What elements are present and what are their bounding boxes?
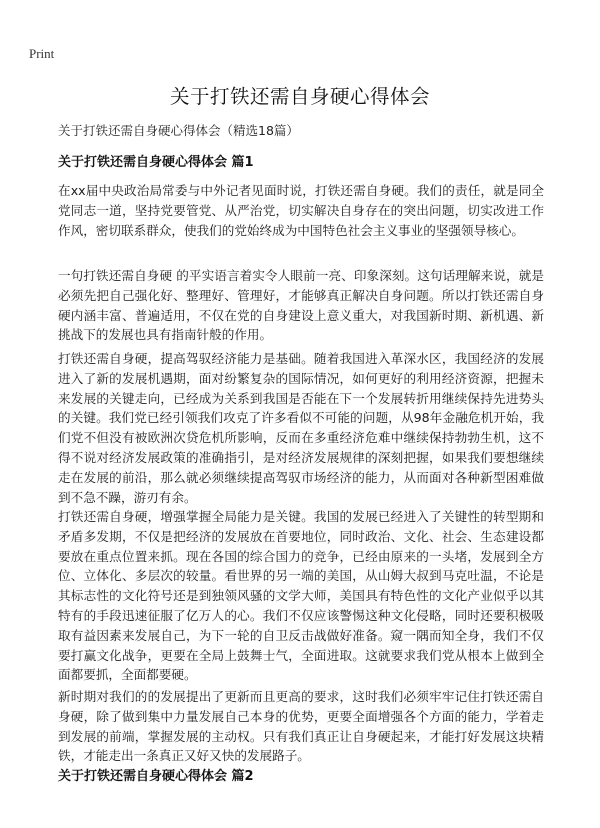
document-title: 关于打铁还需自身硬心得体会 [169, 85, 430, 108]
section-heading-1: 关于打铁还需自身硬心得体会 篇1 [58, 155, 254, 170]
document-subtitle: 关于打铁还需自身硬心得体会（精选18篇） [58, 123, 299, 138]
print-link[interactable]: Print [29, 46, 55, 61]
paragraph-5: 新时期对我们的的发展提出了更新而且更高的要求，这时我们必须牢牢记住打铁还需自身硬，除了做到集中力量发展自己本身的优势，更要全面增强各个方面的能力，学着走到发展的前端，掌握发展的主动权。只有我们真正让自身硬起来，才能打好发展这块精铁，才能走出一条真正又好又快的发展路子。 [58, 689, 544, 764]
paragraph-3: 打铁还需自身硬，提高驾驭经济能力是基础。随着我国进入革深水区，我国经济的发展进入了新的发展机遇期，面对纷繁复杂的国际情况，如何更好的利用经济资源，把握未来发展的关键走向，已经成为关系到我国是否能在下一个发展转折用继续保持先进势头的关键。我们党已经引领我们攻克了许多看似不可能的问题，从98年金融危机开始，我们党不但没有被欧洲次贷危机所影响，反而在多重经济危难中继续保持勃勃生机，这不得不说对经济发展政策的准确指引，是对经济发展规律的深刻把握，如果我们要想继续走在发展的前沿，那么就必须继续提高驾驭市场经济的能力，从而面对各种新型困难做到不急不躁，游刃有余。 [58, 351, 544, 505]
paragraph-1: 在xx届中央政治局常委与中外记者见面时说，打铁还需自身硬。我们的责任，就是同全党同志一道，坚持党要管党、从严治党，切实解决自身存在的突出问题，切实改进工作作风，密切联系群众，使我们的党始终成为中国特色社会主义事业的坚强领导核心。 [58, 183, 544, 238]
paragraph-2: 一句打铁还需自身硬 的平实语言着实令人眼前一亮、印象深刻。这句话理解来说，就是必须先把自己强化好、整理好、管理好，才能够真正解决自身问题。所以打铁还需自身硬内涵丰富、普遍适用，不仅在党的自身建设上意义重大，对我国新时期、新机遇、新挑战下的发展也具有指南针般的作用。 [58, 268, 544, 343]
section-heading-2: 关于打铁还需自身硬心得体会 篇2 [58, 769, 254, 784]
paragraph-4: 打铁还需自身硬，增强掌握全局能力是关键。我国的发展已经进入了关键性的转型期和矛盾多发期，不仅是把经济的发展放在首要地位，同时政治、文化、社会、生态建设都要放在重点位置来抓。现在各国的综合国力的竞争，已经由原来的一头堵，发展到全方位、立体化、多层次的较量。看世界的另一端的美国，从山姆大叔到马克吐温，不论是其标志性的文化符号还是到独领风骚的文学大师，美国具有特色性的文化产业似乎以其特有的手段迅速征服了亿万人的心。我们不仅应该警惕这种文化侵略，同时还要积极吸取有益因素来发展自己，为下一轮的自卫反击战做好准备。窥一隅而知全身，我们不仅要打赢文化战争，更要在全局上鼓舞士气，全面进取。这就要求我们党从根本上做到全面都要抓，全面都要硬。 [58, 509, 544, 683]
